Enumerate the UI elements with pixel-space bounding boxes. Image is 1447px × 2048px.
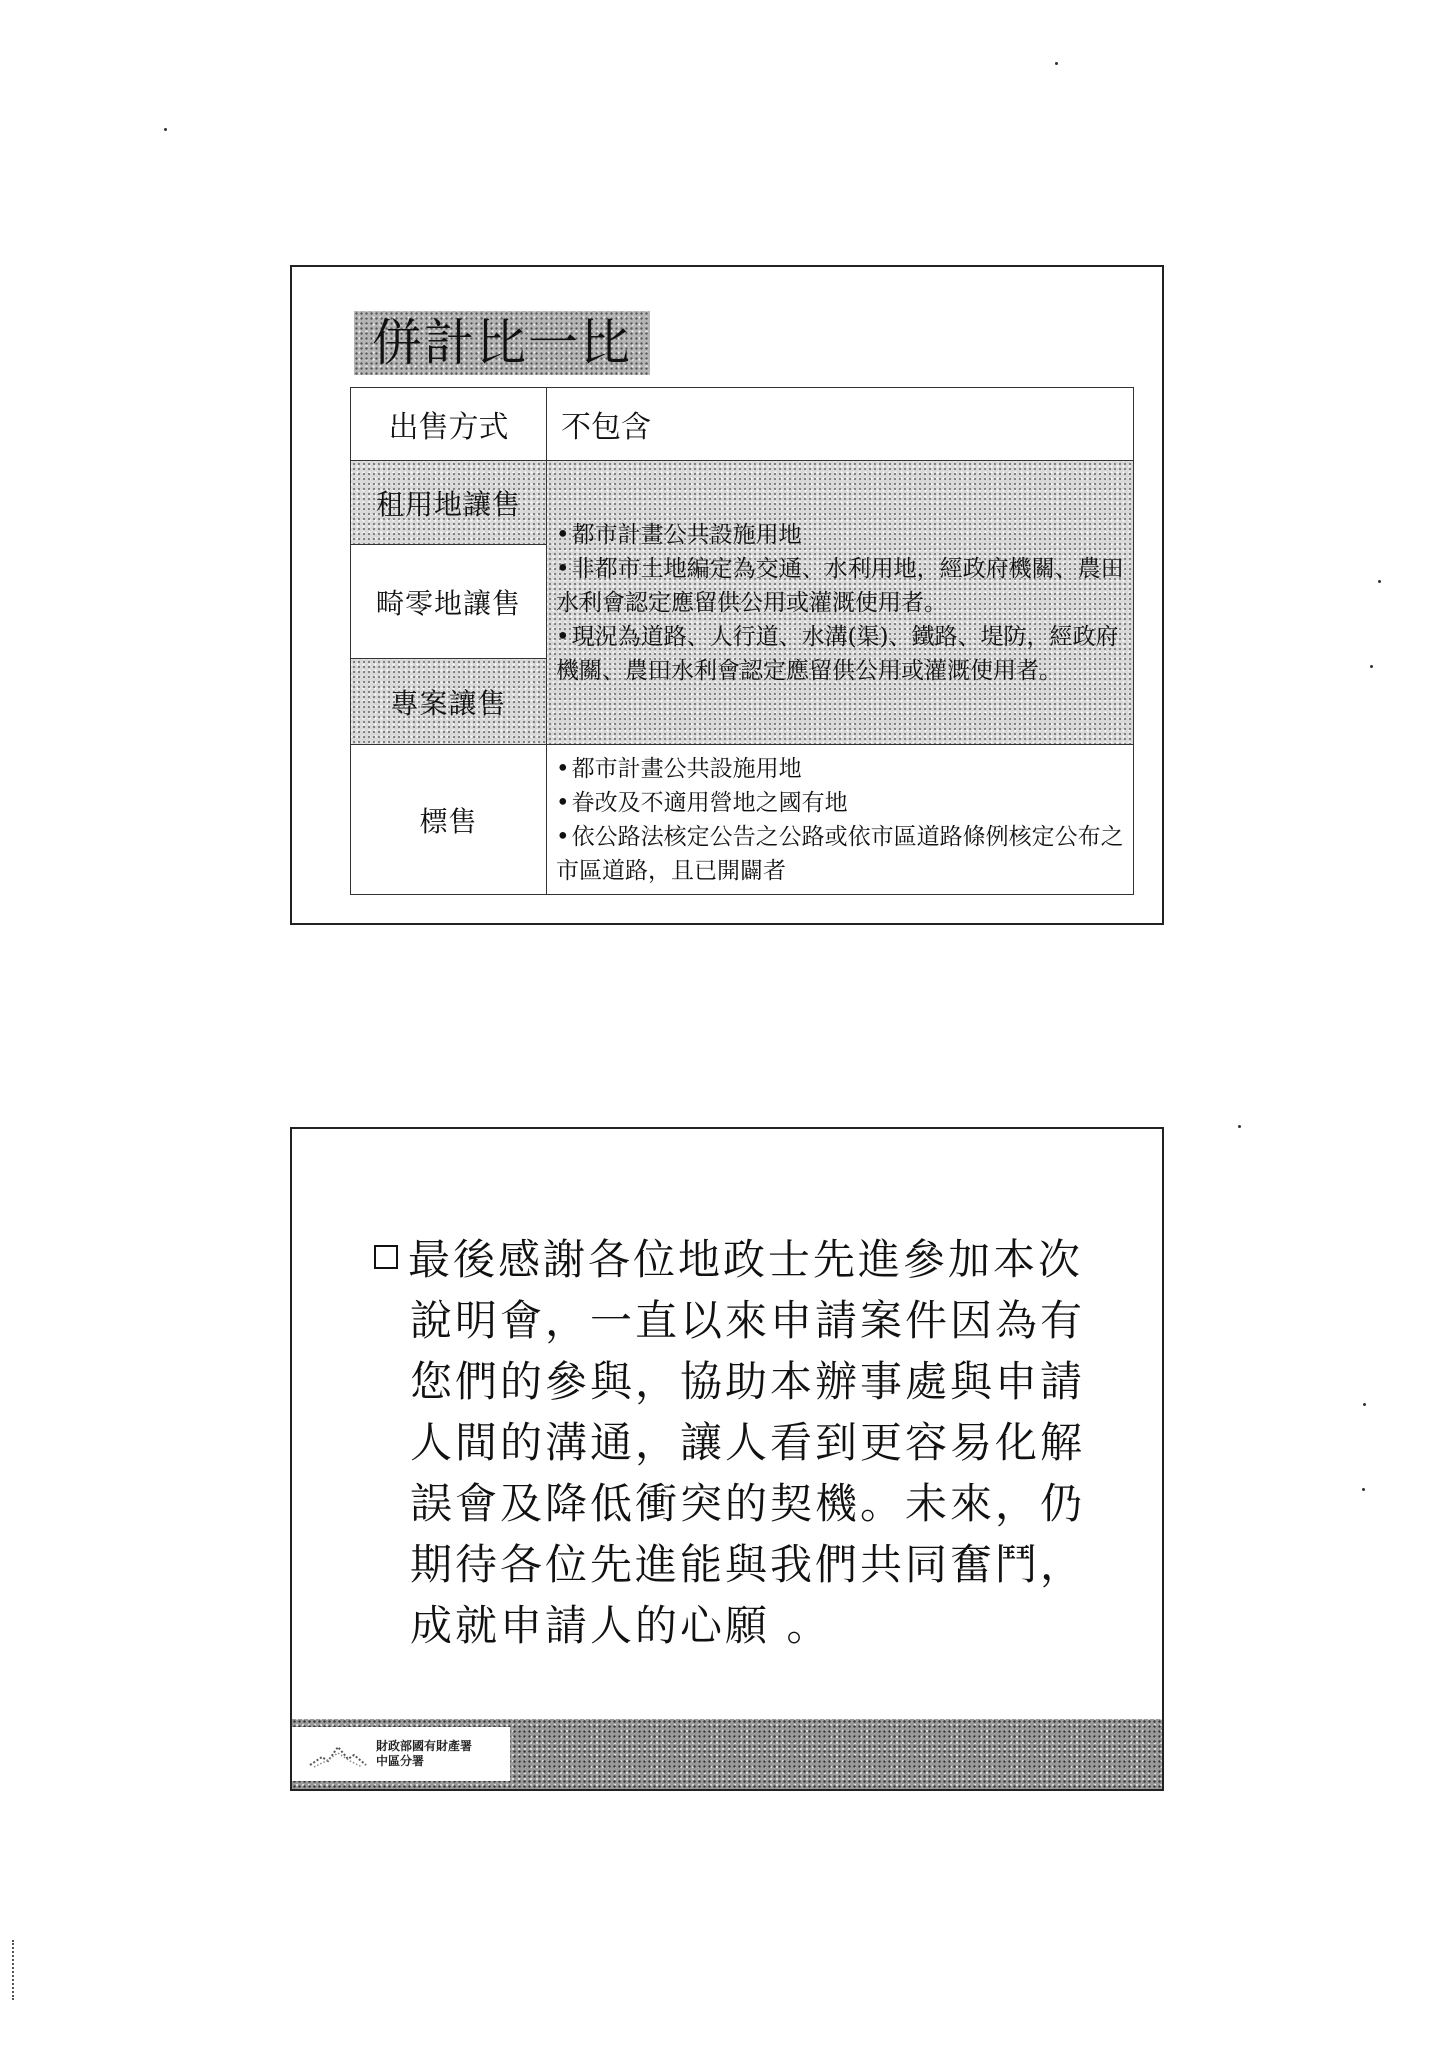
tender-exclusions-cell — [547, 745, 1134, 895]
slide-comparison — [290, 265, 1164, 925]
list-item: • 非都市土地編定為交通、水利用地，經政府機關、農田水利會認定應留供公用或灌溉使用者。 — [556, 552, 1126, 620]
scan-speck — [1370, 665, 1373, 668]
method-odd-lot-sale: 畸零地讓售 — [351, 545, 547, 659]
method-special-case-sale: 專案讓售 — [351, 659, 547, 745]
method-tender-sale: 標售 — [351, 745, 547, 895]
scan-speck — [1378, 580, 1381, 583]
shaded-exclusions-cell — [547, 461, 1134, 745]
slide-thanks — [290, 1127, 1164, 1791]
table-header-row — [351, 388, 1134, 461]
header-excluded: 不包含 — [547, 388, 1134, 461]
scan-speck — [1055, 62, 1058, 65]
mountain-logo-icon — [308, 1739, 368, 1769]
header-sale-method: 出售方式 — [351, 388, 547, 461]
method-lease-land-sale: 租用地讓售 — [351, 461, 547, 545]
slide-title: 併計比一比 — [354, 311, 650, 375]
paragraph-line: 人間的溝通，讓人看到更容易化解 — [410, 1418, 1086, 1467]
scan-speck — [1363, 1403, 1366, 1406]
scan-edge-marks — [12, 1940, 18, 2000]
tender-exclusions-list — [548, 748, 1132, 892]
table-row — [351, 461, 1134, 545]
shaded-exclusions-list — [548, 514, 1132, 692]
scan-speck — [1238, 1125, 1241, 1128]
thanks-paragraph — [374, 1229, 1094, 1656]
list-item: • 眷改及不適用營地之國有地 — [556, 786, 1126, 820]
comparison-table — [350, 387, 1134, 895]
agency-name-line2: 中區分署 — [376, 1754, 425, 1768]
agency-logo — [292, 1727, 510, 1781]
paragraph-line: 期待各位先進能與我們共同奮鬥， — [410, 1540, 1086, 1589]
paragraph-line — [374, 1229, 1094, 1290]
table-row — [351, 745, 1134, 895]
square-bullet-icon — [374, 1245, 398, 1269]
agency-name-line1: 財政部國有財產署 — [376, 1739, 473, 1753]
scan-speck — [1362, 1488, 1365, 1491]
list-item: • 都市計畫公共設施用地 — [556, 752, 1126, 786]
list-item: • 都市計畫公共設施用地 — [556, 518, 1126, 552]
list-item: • 現況為道路、人行道、水溝(渠)、鐵路、堤防，經政府機關、農田水利會認定應留供公用或灌溉使用者。 — [556, 620, 1126, 688]
scan-speck — [164, 128, 167, 131]
paragraph-line: 成就申請人的心願 。 — [410, 1601, 832, 1650]
agency-name — [376, 1739, 472, 1769]
paragraph-line-text: 最後感謝各位地政士先進參加本次 — [408, 1235, 1084, 1284]
paragraph-line: 您們的參與，協助本辦事處與申請 — [410, 1357, 1086, 1406]
paragraph-line: 誤會及降低衝突的契機。未來，仍 — [410, 1479, 1086, 1528]
list-item: • 依公路法核定公告之公路或依市區道路條例核定公布之市區道路，且已開闢者 — [556, 820, 1126, 888]
paragraph-line: 說明會，一直以來申請案件因為有 — [410, 1296, 1086, 1345]
slide-footer-bar — [292, 1719, 1162, 1789]
